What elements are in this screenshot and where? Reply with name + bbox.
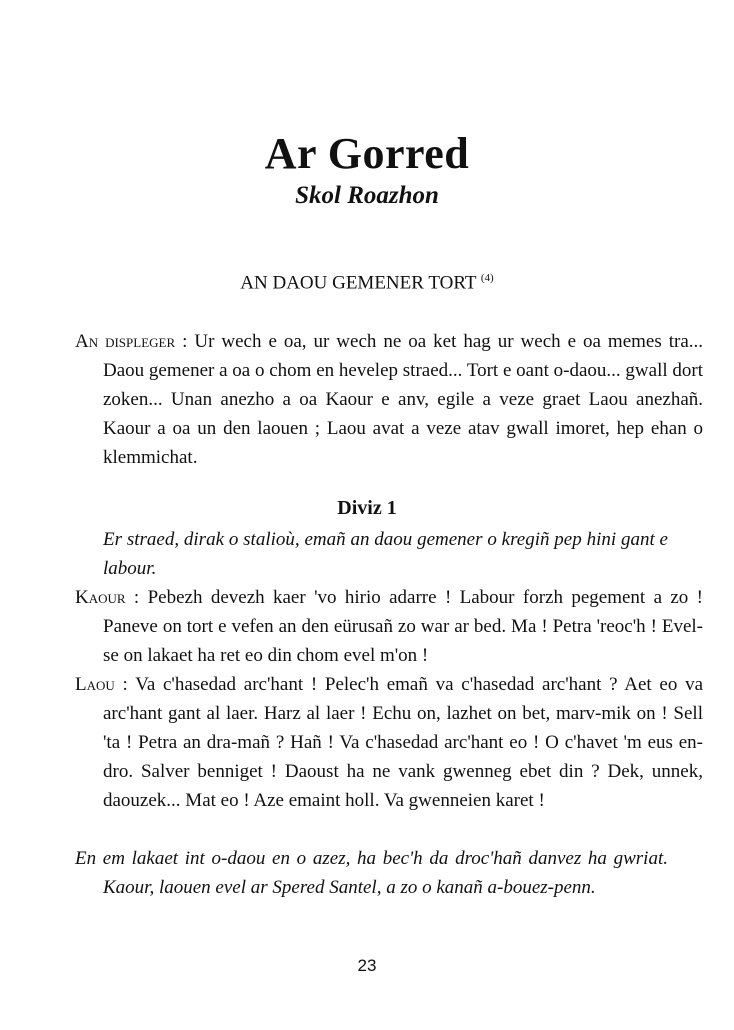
intro-text: Ur wech e oa, ur wech ne oa ket hag ur wech e oa memes tra... Daou gemener a oa o chom en hevelep straed... Tort e oant o-daou... gwall dort zoken... Unan anezho a oa Kaour e anv, egile a veze graet Laou anezhañ. Kaour a oa un den laouen ; Laou avat a veze atav gwall imoret, hep ehan o klemmichat.	[103, 331, 703, 468]
speaker-label: Laou	[75, 674, 115, 695]
speaker-label: Kaour	[75, 587, 126, 608]
dialogue-text: Va c'hasedad arc'hant ! Pelec'h emañ va c'hasedad arc'hant ? Aet eo va arc'hant gant al laer. Harz al laer ! Echu on, lazhet on bet, marv-mik on ! Sell 'ta ! Petra an dra-mañ ? Hañ ! Va c'hasedad arc'hant eo ! O c'havet 'm eus en-dro. Salver benniget ! Daoust ha ne vank gwenneg ebet din ? Dek, unnek, daouzek... Mat eo ! Aze emaint holl. Va gwenneien karet !	[103, 674, 704, 811]
speaker-separator: :	[175, 331, 195, 352]
dialogue-text: Pebezh devezh kaer 'vo hirio adarre ! Labour forzh pegement a zo ! Paneve on tort e vefen an den eürusañ zo war ar bed. Ma ! Petra 'reoc'h ! Evel-se on lakaet ha ret eo din chom evel m'on !	[103, 587, 704, 666]
speaker-separator: :	[114, 674, 136, 695]
dialogue-line	[75, 583, 703, 670]
section-heading-text: AN DAOU GEMENER TORT	[240, 272, 477, 294]
act-heading: Diviz 1	[337, 497, 397, 519]
page-subtitle: Skol Roazhon	[295, 182, 439, 209]
speaker-label: An displeger	[75, 331, 176, 352]
stage-direction: Er straed, dirak o stalioù, emañ an daou gemener o kregiñ pep hini gant e labour.	[103, 529, 668, 579]
page-title: Ar Gorred	[264, 129, 470, 178]
page-number: 23	[357, 956, 377, 975]
intro-paragraph	[75, 327, 703, 472]
section-heading	[0, 272, 734, 294]
stage-direction: En em lakaet int o-daou en o azez, ha bec'h da droc'hañ danvez ha gwriat. Kaour, laouen evel ar Spered Santel, a zo o kanañ a-bouez-penn.	[75, 848, 668, 898]
footnote-marker: (4)	[480, 272, 494, 284]
dialogue-line	[75, 670, 703, 815]
speaker-separator: :	[125, 587, 148, 608]
